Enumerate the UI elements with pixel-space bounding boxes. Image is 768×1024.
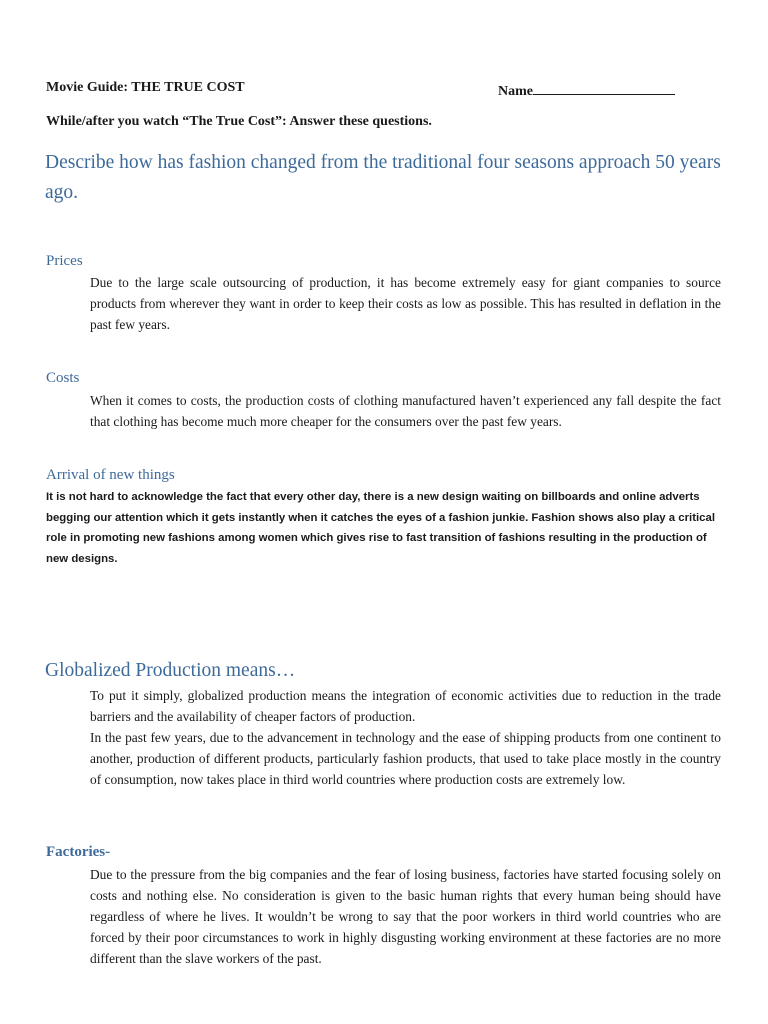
arrival-paragraph: It is not hard to acknowledge the fact that every other day, there is a new design waiting on billboards and online adverts begging our attention which it gets instantly when it catches the eyes of a fashion junkie. Fashion shows also play a critical role in promoting new fashions among women which gives rise to fast transition of fashions resulting in the production of new designs. bbox=[46, 491, 716, 565]
prices-paragraph: Due to the large scale outsourcing of production, it has become extremely easy for giant companies to source products from wherever they want in order to keep their costs as low as possible. This has resulted in deflation in the past few years. bbox=[90, 275, 721, 332]
name-blank-line bbox=[533, 80, 675, 95]
question-globalized-production: Globalized Production means… bbox=[45, 660, 296, 681]
globalized-paragraph-1: To put it simply, globalized production means the integration of economic activities due to reduction in the trade barriers and the availability of cheaper factors of production. bbox=[90, 688, 721, 724]
arrival-heading: Arrival of new things bbox=[46, 467, 175, 483]
factories-heading: Factories- bbox=[46, 844, 111, 860]
globalized-paragraph-2: In the past few years, due to the advancement in technology and the ease of shipping products from one continent to another, production of different products, particularly fashion products, that used to take place mostly in the country of consumption, now takes place in third world countries where production costs are extremely low. bbox=[90, 730, 721, 787]
name-label: Name bbox=[498, 84, 533, 99]
globalized-paragraphs bbox=[90, 685, 721, 790]
question-fashion-change: Describe how has fashion changed from the traditional four seasons approach 50 years ago. bbox=[45, 152, 721, 203]
prices-heading: Prices bbox=[46, 253, 83, 269]
name-field bbox=[498, 80, 675, 100]
costs-heading: Costs bbox=[46, 370, 80, 386]
instruction-text: While/after you watch “The True Cost”: Answer these questions. bbox=[46, 114, 432, 129]
movie-guide-title: Movie Guide: THE TRUE COST bbox=[46, 80, 245, 95]
factories-paragraph: Due to the pressure from the big companies and the fear of losing business, factories have started focusing solely on costs and nothing else. No consideration is given to the basic human rights that every human being should have regardless of where he lives. It wouldn’t be wrong to say that the poor workers in third world countries who are forced by their poor circumstances to work in highly disgusting working environment at these factories are no more different than the slave workers of the past. bbox=[90, 867, 721, 966]
header-line bbox=[46, 80, 726, 99]
costs-paragraph: When it comes to costs, the production costs of clothing manufactured haven’t experienced any fall despite the fact that clothing has become much more cheaper for the consumers over the past few years. bbox=[90, 393, 721, 429]
